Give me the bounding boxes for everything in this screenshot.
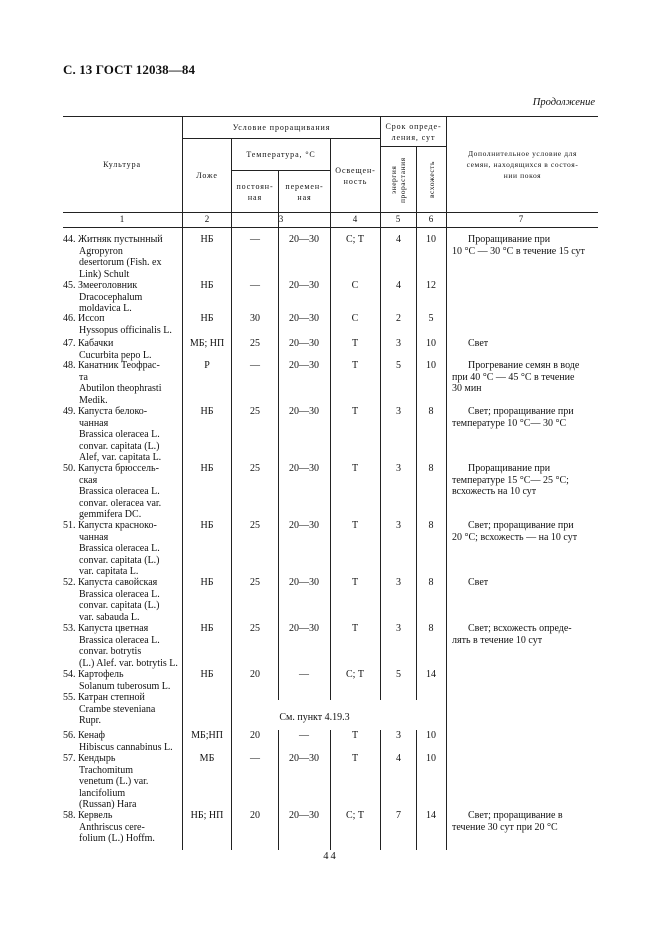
culture-name-line: 53. Капуста цветная [63, 623, 149, 634]
culture-name [63, 669, 181, 692]
culture-name-line: Brassica oleracea L. [79, 543, 160, 554]
temp-constant-cell: 30 [250, 313, 260, 324]
bed-cell: НБ [200, 313, 214, 324]
merged-reference: См. пункт 4.19.3 [279, 712, 350, 723]
germination-cell: 10 [426, 234, 436, 245]
col-divider-4a [330, 138, 331, 700]
culture-name-line: чанная [79, 417, 109, 429]
culture-name-line: 50. Капуста брюссель- [63, 463, 159, 474]
energy-cell: 4 [396, 753, 401, 764]
bed-cell: МБ; НП [189, 338, 225, 349]
header-variable: перемен- ная [285, 181, 324, 202]
culture-name-line: 57. Кендырь [63, 753, 116, 764]
additional-condition-line: при 40 °С — 45 °С в течение [452, 371, 575, 383]
temp-variable-cell: 20—30 [289, 338, 319, 349]
culture-name-line: 47. Кабачки [63, 338, 114, 349]
header-lighting: Освещен- ность [335, 165, 376, 186]
culture-name [63, 234, 181, 280]
temp-variable-cell: 20—30 [289, 280, 319, 291]
culture-name-line: Brassica oleracea L. [79, 486, 160, 497]
germination-cell: 10 [426, 360, 436, 371]
bed-cell: НБ [200, 669, 214, 680]
culture-name-line: Cucurbita pepo L. [79, 349, 152, 361]
energy-cell: 3 [396, 730, 401, 741]
culture-name [63, 463, 181, 521]
culture-name-line: venetum (L.) var. [79, 776, 149, 787]
header-constant: постоян- ная [236, 181, 274, 202]
energy-cell: 5 [396, 669, 401, 680]
culture-name-line: Anthriscus cere- [79, 821, 145, 833]
header-term: Срок опреде- ления, сут [385, 121, 442, 142]
lighting-cell: С; Т [345, 810, 365, 821]
lighting-cell: Т [351, 623, 359, 634]
energy-cell: 5 [396, 360, 401, 371]
energy-cell: 3 [396, 463, 401, 474]
culture-name [63, 810, 181, 845]
additional-condition [452, 463, 602, 498]
colnum-5: 5 [395, 214, 401, 224]
lighting-cell: Т [351, 520, 359, 531]
temp-variable-cell: 20—30 [289, 360, 319, 371]
bed-cell: НБ [200, 520, 214, 531]
culture-name-line: Brassica oleracea L. [79, 634, 160, 646]
energy-cell: 3 [396, 623, 401, 634]
header-temperature: Температура, °С [246, 150, 316, 159]
col-divider-6a [416, 146, 417, 700]
culture-name [63, 753, 181, 811]
additional-condition-line: Свет; всхожесть опреде- [468, 623, 572, 634]
col-divider-6b [416, 730, 417, 850]
energy-cell: 4 [396, 234, 401, 245]
lighting-cell: С; Т [345, 234, 365, 245]
colnum-3: 3 [278, 214, 284, 224]
temp-variable-cell: 20—30 [289, 406, 319, 417]
col-divider-7 [446, 116, 447, 850]
culture-name-line: gemmifera DC. [79, 509, 142, 520]
temp-variable-cell: — [299, 730, 309, 741]
germination-cell: 10 [426, 753, 436, 764]
lighting-cell: Т [351, 360, 359, 371]
additional-condition-line: течение 30 сут при 20 °С [452, 821, 558, 833]
additional-condition-line: Свет; проращивание при [468, 520, 574, 531]
bed-cell: МБ [199, 753, 215, 764]
additional-condition-line: температуре 10 °С— 30 °С [452, 417, 567, 429]
additional-condition-line: температуре 15 °С— 25 °С; [452, 474, 569, 486]
header-culture: Культура [103, 160, 141, 169]
colnum-1: 1 [119, 214, 125, 224]
bed-cell: НБ [200, 463, 214, 474]
culture-name-line: lancifolium [79, 787, 126, 799]
header-additional: Дополнительное условие для семян, находящихся в состоя- нии покоя [466, 149, 579, 180]
temp-variable-cell: 20—30 [289, 520, 319, 531]
temp-constant-cell: 20 [250, 730, 260, 741]
culture-name-line: Link) Schult [79, 268, 130, 280]
culture-name-line: Medik. [79, 394, 108, 406]
temp-variable-cell: 20—30 [289, 577, 319, 588]
culture-name-line: 55. Катран степной [63, 692, 145, 703]
additional-condition [452, 520, 602, 543]
culture-name-line: 51. Капуста красноко- [63, 520, 157, 531]
culture-name-line: 54. Картофель [63, 669, 124, 680]
culture-name-line: Alef, var. capitata L. [79, 452, 162, 463]
culture-name-line: convar. botrytis [79, 646, 142, 657]
culture-name-line: desertorum (Fish. ex [79, 257, 162, 268]
energy-cell: 7 [396, 810, 401, 821]
germination-cell: 8 [428, 623, 434, 634]
culture-name [63, 577, 181, 623]
culture-name-line: convar. capitata (L.) [79, 600, 160, 611]
col-divider-5b [380, 730, 381, 850]
additional-condition-line: 10 °С — 30 °С в течение 15 сут [452, 245, 585, 257]
additional-condition-line: 30 мин [452, 383, 482, 394]
culture-name-line: 44. Житняк пустынный [63, 234, 163, 245]
additional-condition-line: лять в течение 10 сут [452, 634, 543, 646]
lighting-cell: Т [351, 406, 359, 417]
lighting-cell: С; Т [345, 669, 365, 680]
term-rule [380, 146, 446, 147]
additional-condition [452, 234, 602, 257]
bed-cell: НБ [200, 623, 214, 634]
additional-condition [452, 406, 602, 429]
culture-name-line: 49. Капуста белоко- [63, 406, 148, 417]
culture-name-line: Brassica oleracea L. [79, 429, 160, 440]
energy-cell: 4 [396, 280, 401, 291]
culture-name-line: 48. Канатник Теофрас- [63, 360, 160, 371]
temp-constant-cell: 25 [250, 623, 260, 634]
culture-name-line: 56. Кенаф [63, 730, 105, 741]
additional-condition-line: Свет [468, 338, 489, 349]
temp-constant-cell: 20 [250, 810, 260, 821]
lighting-cell: С [351, 313, 359, 324]
bed-cell: НБ [200, 280, 214, 291]
culture-name-line: (L.) Alef. var. botrytis L. [79, 657, 178, 669]
temp-variable-cell: 20—30 [289, 810, 319, 821]
page-number: 44 [323, 851, 338, 862]
col-divider-4b [330, 730, 331, 850]
culture-name [63, 338, 181, 361]
energy-cell: 3 [396, 520, 401, 531]
culture-name-line: ская [79, 474, 98, 486]
culture-name-line: Abutilon theophrasti [79, 383, 162, 394]
header-germination: всхожесть [427, 161, 436, 199]
bed-cell: Р [204, 360, 210, 371]
culture-name-line: convar. capitata (L.) [79, 440, 160, 452]
temp-constant-cell: 25 [250, 406, 260, 417]
culture-name-line: Dracocephalum [79, 291, 143, 303]
temp-variable-cell: 20—30 [289, 234, 319, 245]
temp-constant-cell: 25 [250, 577, 260, 588]
culture-name-line: та [79, 371, 88, 383]
temp-constant-cell: — [250, 360, 260, 371]
lighting-cell: Т [351, 463, 359, 474]
continuation-label: Продолжение [532, 97, 595, 108]
culture-name-line: Rupr. [79, 715, 101, 726]
lighting-cell: С [351, 280, 359, 291]
culture-name [63, 692, 181, 727]
germination-cell: 8 [428, 577, 434, 588]
culture-name-line: Hibiscus cannabinus L. [79, 741, 173, 753]
culture-name-line: 58. Кервель [63, 810, 113, 821]
germination-cell: 5 [428, 313, 434, 324]
header-bed: Ложе [196, 171, 218, 180]
bed-cell: НБ [200, 577, 214, 588]
temp-constant-cell: — [250, 280, 260, 291]
temp-constant-cell: — [250, 234, 260, 245]
additional-condition-line: всхожесть на 10 сут [452, 486, 537, 497]
temp-constant-cell: 25 [250, 520, 260, 531]
culture-name [63, 623, 181, 669]
culture-name-line: 46. Иссоп [63, 313, 105, 324]
culture-name-line: Solanum tuberosum L. [79, 680, 171, 692]
germination-cell: 8 [428, 520, 434, 531]
culture-name-line: convar. oleracea var. [79, 497, 162, 509]
culture-name-line: var. capitata L. [79, 566, 139, 577]
culture-name [63, 520, 181, 578]
additional-condition-line: 20 °С; всхожесть — на 10 сут [452, 531, 578, 543]
additional-condition-line: Прогревание семян в воде [468, 360, 580, 371]
germination-cell: 10 [426, 338, 436, 349]
culture-name [63, 313, 181, 336]
colnum-7: 7 [518, 214, 524, 224]
culture-name-line: Brassica oleracea L. [79, 588, 160, 600]
additional-condition [452, 360, 602, 395]
header-energy: энергия прорастания [389, 157, 407, 203]
temp-variable-cell: 20—30 [289, 753, 319, 764]
bed-cell: НБ; НП [190, 810, 224, 821]
additional-condition-line: Свет; проращивание в [468, 810, 563, 821]
bed-cell: НБ [200, 234, 214, 245]
germination-cell: 8 [428, 463, 434, 474]
culture-name-line: Agropyron [79, 245, 123, 257]
culture-name-line: moldavica L. [79, 303, 132, 314]
temp-variable-cell: 20—30 [289, 463, 319, 474]
temp-constant-cell: — [250, 753, 260, 764]
energy-cell: 3 [396, 577, 401, 588]
colnum-4: 4 [352, 214, 358, 224]
temp-variable-cell: 20—30 [289, 313, 319, 324]
germination-cell: 12 [426, 280, 436, 291]
culture-name-line: 52. Капуста савойская [63, 577, 158, 588]
germination-cell: 10 [426, 730, 436, 741]
additional-condition [452, 810, 602, 833]
germination-cell: 8 [428, 406, 434, 417]
culture-name-line: folium (L.) Hoffm. [79, 833, 155, 844]
culture-name [63, 730, 181, 753]
bed-cell: НБ [200, 406, 214, 417]
additional-condition-line: Проращивание при [468, 463, 551, 474]
colnum-6: 6 [428, 214, 434, 224]
colnum-2: 2 [204, 214, 210, 224]
additional-condition [452, 623, 602, 646]
additional-condition-line: Свет; проращивание при [468, 406, 574, 417]
culture-name [63, 280, 181, 315]
culture-name [63, 360, 181, 406]
temp-constant-cell: 25 [250, 338, 260, 349]
temp-constant-cell: 25 [250, 463, 260, 474]
lighting-cell: Т [351, 753, 359, 764]
culture-name-line: (Russan) Hara [79, 799, 137, 810]
energy-cell: 3 [396, 338, 401, 349]
culture-name-line: чанная [79, 531, 109, 543]
additional-condition [452, 338, 602, 350]
culture-name-line: Hyssopus officinalis L. [79, 324, 172, 336]
lighting-cell: Т [351, 338, 359, 349]
energy-cell: 2 [396, 313, 401, 324]
additional-condition-line: Свет [468, 577, 489, 588]
culture-name [63, 406, 181, 464]
lighting-cell: Т [351, 577, 359, 588]
germination-cell: 14 [426, 669, 436, 680]
additional-condition-line: Проращивание при [468, 234, 551, 245]
energy-cell: 3 [396, 406, 401, 417]
temp-variable-cell: — [299, 669, 309, 680]
lighting-cell: Т [351, 730, 359, 741]
culture-name-line: convar. capitata (L.) [79, 554, 160, 566]
header-germination-conditions: Условие проращивания [232, 123, 331, 132]
col-divider-3c [278, 730, 279, 850]
culture-name-line: Crambe steveniana [79, 703, 156, 715]
temp-constant-cell: 20 [250, 669, 260, 680]
culture-name-line: 45. Змееголовник [63, 280, 138, 291]
culture-name-line: var. sabauda L. [79, 611, 140, 623]
page-header: С. 13 ГОСТ 12038—84 [63, 62, 196, 77]
bed-cell: МБ;НП [191, 730, 223, 741]
temp-variable-cell: 20—30 [289, 623, 319, 634]
additional-condition [452, 577, 602, 589]
culture-name-line: Trachomitum [79, 764, 134, 776]
germination-cell: 14 [426, 810, 436, 821]
